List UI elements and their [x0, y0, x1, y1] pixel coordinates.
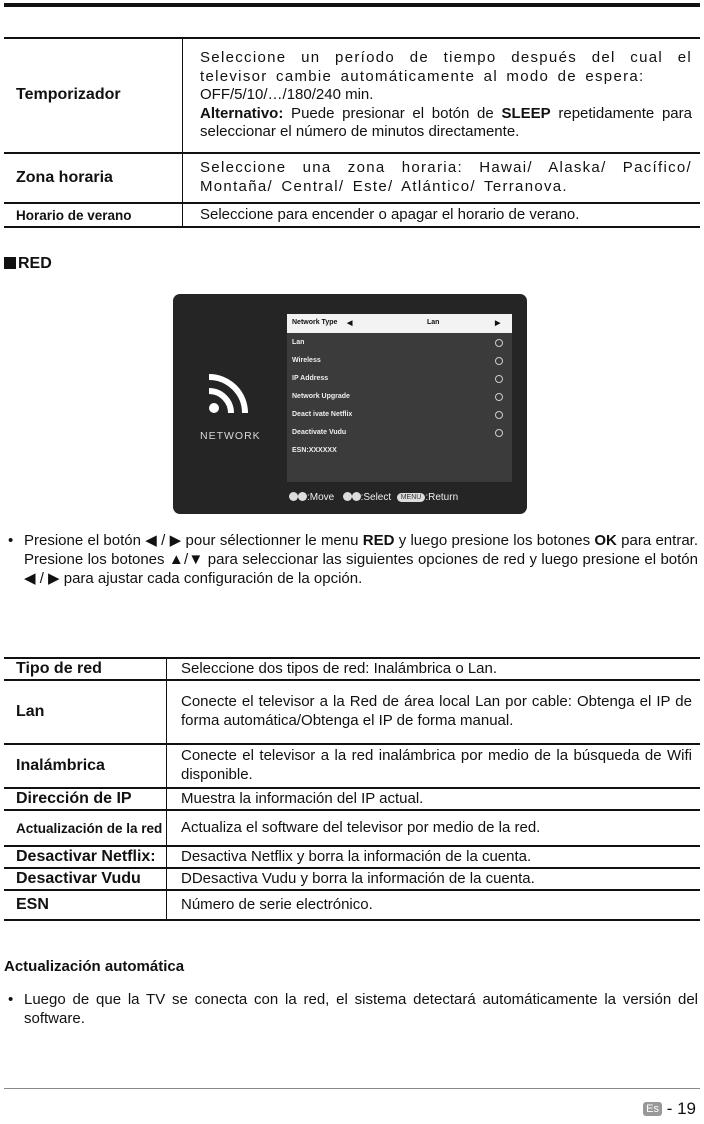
arrow-icon — [495, 375, 503, 383]
arrow-icon — [495, 429, 503, 437]
row-key: Desactivar Vudu — [4, 868, 167, 890]
row-value: Conecte el televisor a la Red de área local Lan por cable: Obtenga el IP de forma automática/Obtenga el IP de forma manual. — [167, 680, 701, 744]
menu-item[interactable]: Lan — [292, 339, 507, 351]
row-value: Seleccione para encender o apagar el horario de verano. — [183, 203, 701, 227]
up-icon — [289, 492, 298, 501]
table-row — [4, 658, 700, 680]
table-row — [4, 744, 700, 788]
wifi-icon — [205, 369, 253, 417]
tv-network-menu-screenshot — [173, 294, 527, 514]
page-number: Es - 19 — [643, 1099, 696, 1119]
table-row — [4, 846, 700, 868]
instruction-bullet — [8, 531, 698, 588]
row-value: Seleccione dos tipos de red: Inalámbrica o Lan. — [181, 659, 498, 677]
chevron-left-icon[interactable]: ◀ — [347, 320, 353, 327]
row-key: Temporizador — [4, 38, 183, 153]
instruction-bullet — [8, 990, 698, 1028]
row-text: Alternativo: Puede presionar el botón de SLEEP repetidamente para seleccionar el número de minutos directamente. — [200, 104, 692, 141]
top-rule — [4, 3, 700, 7]
bullet-icon: • — [8, 532, 14, 549]
chevron-right-icon[interactable]: ▶ — [495, 320, 501, 327]
network-type-value: Lan — [427, 319, 440, 326]
menu-panel — [287, 314, 512, 482]
menu-item[interactable]: Wireless — [292, 357, 507, 369]
section-heading: RED — [4, 255, 52, 273]
row-text: OFF/5/10/…/180/240 min. — [200, 86, 374, 104]
row-value: Muestra la información del IP actual. — [167, 788, 701, 810]
row-key: Actualización de la red — [4, 810, 167, 846]
menu-footer: :Move :Select MENU :Return — [289, 492, 458, 503]
row-value — [183, 38, 701, 153]
network-options-table — [4, 657, 700, 921]
down-icon — [298, 492, 307, 501]
row-value: Número de serie electrónico. — [167, 890, 701, 920]
right-icon — [352, 492, 361, 501]
bottom-rule — [4, 1088, 700, 1089]
table-row — [4, 38, 700, 153]
bullet-icon: • — [8, 991, 14, 1008]
arrow-icon — [495, 339, 503, 347]
row-value: DDesactiva Vudu y borra la información de la cuenta. — [167, 868, 701, 890]
table-row — [4, 203, 700, 227]
row-key: Desactivar Netflix: — [4, 846, 167, 868]
row-key: ESN — [4, 890, 167, 920]
instruction-text: Luego de que la TV se conecta con la red, el sistema detectará automáticamente la versión del software. — [24, 991, 698, 1027]
table-row — [4, 153, 700, 203]
row-key: Zona horaria — [4, 153, 183, 203]
table-row — [4, 868, 700, 890]
left-icon — [343, 492, 352, 501]
row-value: Desactiva Netflix y borra la información de la cuenta. — [167, 846, 701, 868]
row-key: Horario de verano — [4, 203, 183, 227]
menu-item[interactable]: IP Address — [292, 375, 507, 387]
settings-table — [4, 37, 700, 228]
row-key: Dirección de IP — [4, 788, 167, 810]
menu-item[interactable]: Deact ivate Netflix — [292, 411, 507, 423]
menu-item[interactable]: Deactivate Vudu — [292, 429, 507, 441]
language-badge: Es — [643, 1102, 662, 1116]
table-row — [4, 788, 700, 810]
table-row — [4, 680, 700, 744]
instruction-text: Presione el botón ◀ / ▶ pour sélectionner le menu RED y luego presione los botones OK para entrar. Presione los botones ▲/▼ para seleccionar las siguientes opciones de red y luego presione el botón ◀ / ▶ para ajustar cada configuración de la opción. — [24, 532, 698, 587]
table-row — [4, 890, 700, 920]
square-icon — [4, 257, 16, 269]
arrow-icon — [495, 357, 503, 365]
network-type-row[interactable] — [287, 314, 512, 333]
arrow-icon — [495, 411, 503, 419]
row-key: Tipo de red — [4, 658, 167, 680]
row-text: Seleccione un período de tiempo después del cual el televisor cambie automáticamente al modo de espera: — [200, 49, 692, 85]
row-value: Conecte el televisor a la red inalámbrica por medio de la búsqueda de Wifi disponible. — [167, 744, 701, 788]
arrow-icon — [495, 393, 503, 401]
row-key: Lan — [4, 680, 167, 744]
table-row — [4, 810, 700, 846]
esn-item: ESN:XXXXXX — [292, 447, 337, 454]
network-label: NETWORK — [200, 430, 261, 442]
network-type-label: Network Type — [292, 319, 338, 326]
subsection-heading: Actualización automática — [4, 958, 185, 975]
menu-item[interactable]: Network Upgrade — [292, 393, 507, 405]
row-value: Seleccione una zona horaria: Hawai/ Alaska/ Pacífico/ Montaña/ Central/ Este/ Atlántico/ Terranova. — [183, 153, 701, 203]
row-key: Inalámbrica — [4, 744, 167, 788]
row-value: Actualiza el software del televisor por medio de la red. — [167, 810, 701, 846]
menu-button-icon: MENU — [397, 493, 426, 502]
